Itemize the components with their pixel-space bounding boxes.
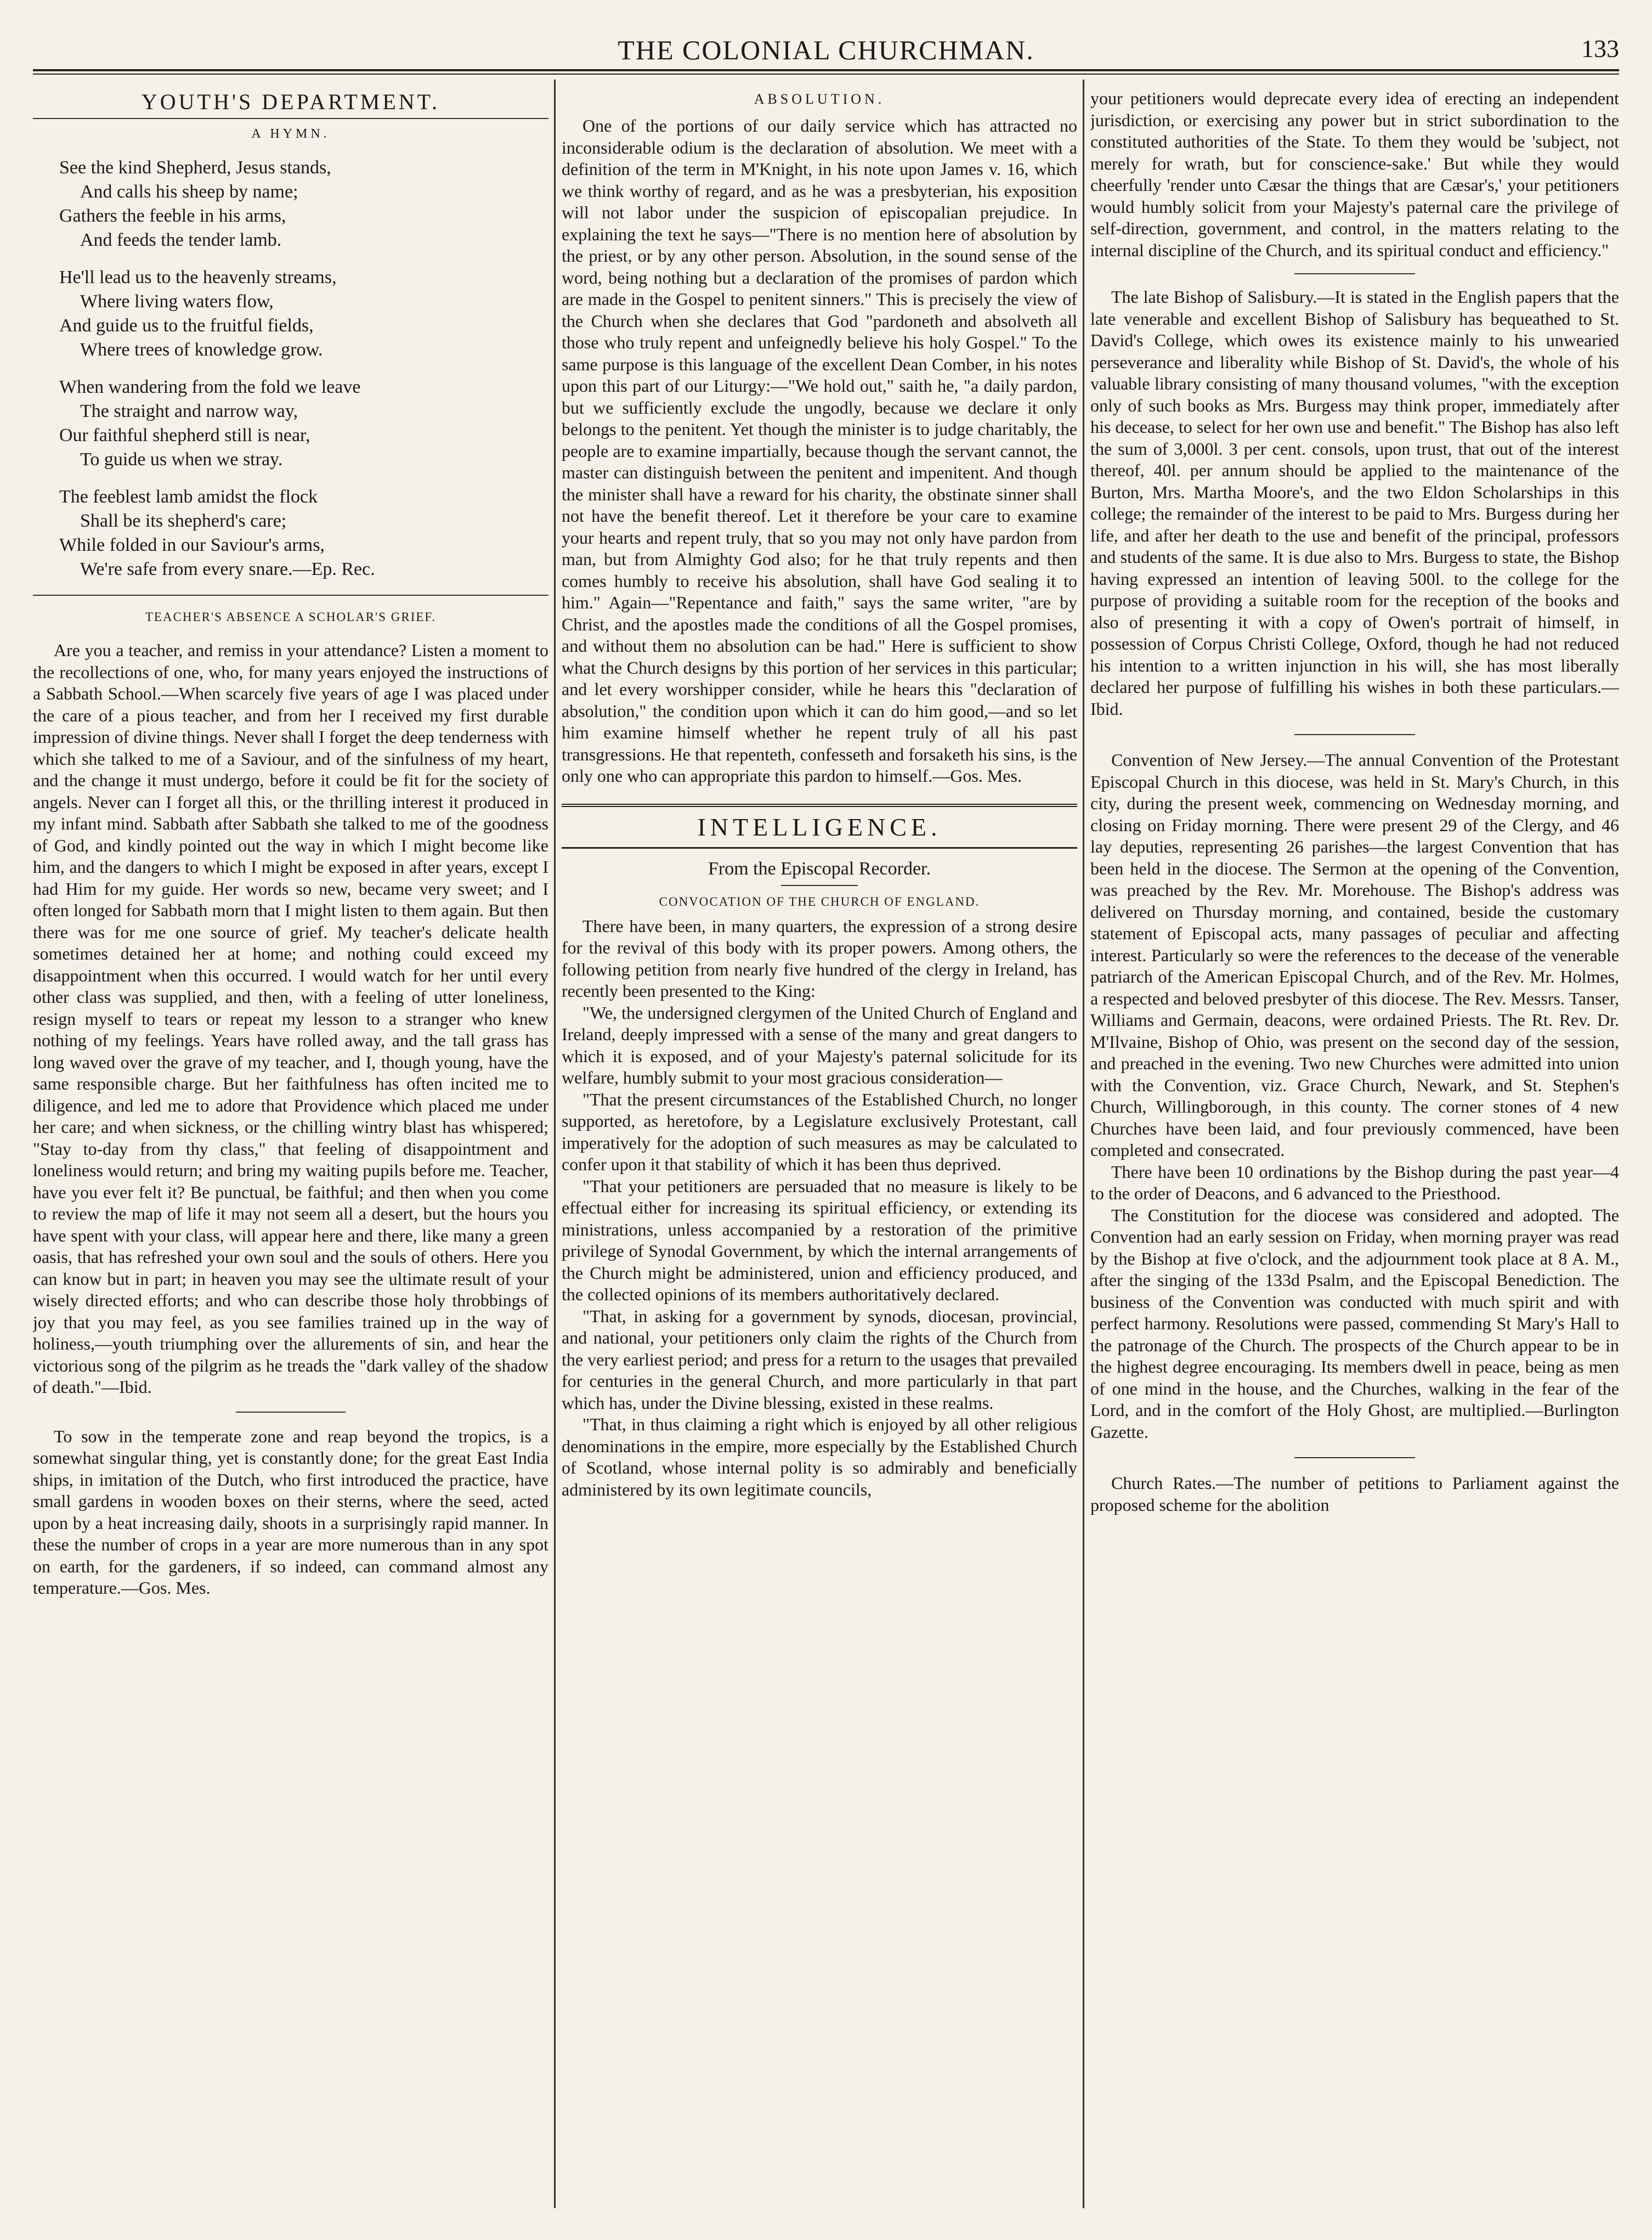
article-text-tropics: To sow in the temperate zone and reap beyond the tropics, is a somewhat singular thing, yet is constantly done; for the great East India ships, in imitation of the Dutch, who first introduced the practice, have small gardens in wooden boxes on their sterns, where the seed, acted upon by a heat increasing daily, shoots in a surprisingly rapid manner. In these the number of crops in a year are more numerous than in any spot on earth, for the gardeners, if so indeed, can command almost any temperature.—Gos. Mes. bbox=[33, 1426, 548, 1598]
section-heading-intelligence: INTELLIGENCE. bbox=[562, 804, 1077, 849]
article-heading-absolution: ABSOLUTION. bbox=[754, 91, 885, 107]
article-text-absolution: One of the portions of our daily service which has attracted no inconsiderable odium is the declaration of absolution. We meet with a definition of the term in M'Knight, in his note upon James v. 16, which we think worthy of regard, and as he was a presbyterian, his exposition will not labor under the suspicion of episcopalian prejudice. In explaining the text he says—"There is no mention here of absolution by the priest, or by any other person. Absolution, in the sound sense of the word, being nothing but a declaration of the promises of pardon which are made in the Gospel to penitent sinners." This is precisely the view of the Church when she declares that God "pardoneth and absolveth all those who truly repent and unfeignedly believe his holy Gospel." To the same purpose is this language of the excellent Dean Comber, in his notes upon this part of our Liturgy:—"We hold out," saith he, "a daily pardon, but we sufficiently exclude the ungodly, because we declare it only belongs to the penitent. Yet though the minister is to judge charitably, the people are to examine impartially, because though the servant cannot, the master can distinguish between the penitent and impenitent. And though the minister shall have a reward for his charity, the obstinate sinner shall not have the benefit thereof. Let it therefore be your care to examine your hearts and repent truly, that so you may not only have pardon from man, but from Almighty God also; for he that truly repents and then comes humbly to receive his absolution, shall have God sealing it to him." Again—"Repentance and faith," says the same writer, "are by Christ, and the apostles made the conditions of all the Gospel promises, and without them no absolution can be had." Here is sufficient to show what the Church designs by this portion of her services in this particular; and let every worshipper consider, while he hears this "declaration of absolution," the condition upon which it can do him good,—and so let him examine himself whether he repent truly of all his past transgressions. He that repenteth, confesseth and forsaketh his sins, is the only one who can appropriate this pardon to himself.—Gos. Mes. bbox=[562, 116, 1077, 786]
article-paragraph: There have been, in many quarters, the expression of a strong desire for the revival of this body with its proper powers. Among others, the following petition from nearly five hundred of the clergy in Ireland, has recently been presented to the King: bbox=[562, 916, 1077, 1001]
article-paragraph: "That, in asking for a government by synods, diocesan, provincial, and national, your petitioners only claim the rights of the Church from the very earliest period; and press for a return to the usages that prevailed for centuries in the general Church, and more particularly in that part which has, under the Divine blessing, existed in these realms. bbox=[562, 1306, 1077, 1413]
poem-line: And calls his sheep by name; bbox=[80, 182, 298, 202]
article-paragraph: "That, in thus claiming a right which is enjoyed by all other religious denominations in the empire, more especially by the Established Church of Scotland, whose internal polity is so admirably and beneficially administered by its own legitimate councils, bbox=[562, 1414, 1077, 1499]
stanza bbox=[59, 156, 548, 252]
poem-line: Gathers the feeble in his arms, bbox=[59, 206, 286, 226]
section-rule bbox=[33, 595, 548, 596]
column-divider-1 bbox=[554, 80, 556, 2208]
column-1 bbox=[33, 88, 548, 2216]
article-paragraph: "We, the undersigned clergymen of the United Church of England and Ireland, deeply impressed with a sense of the many and great dangers to which it is exposed, and of your Majesty's paternal solicitude for its welfare, humbly submit to your most gracious consideration— bbox=[562, 1002, 1077, 1087]
article-text-bishop-salisbury: The late Bishop of Salisbury.—It is stated in the English papers that the late venerable and excellent Bishop of Salisbury has bequeathed to St. David's College, which owes its existence mainly to his unwearied perseverance and liberality while Bishop of St. David's, the whole of his valuable library consisting of many thousand volumes, "with the exception only of such books as Mrs. Burgess may think proper, immediately after his decease, to select for her own use and benefit." The Bishop has also left the sum of 3,000l. 3 per cent. consols, upon trust, that out of the interest thereof, 40l. per annum should be applied to the maintenance of the Burton, Mrs. Martha Moore's, and the two Eldon Scholarships in this college; the remainder of the interest to be paid to Mrs. Burgess during her life, and after her death to the use and benefit of the principal, professors and students of the same. It is due also to Mrs. Burgess to state, the Bishop having expressed an intention of leaving 500l. to the college for the purpose of providing a suitable room for the reception of the books and also of presenting it with a copy of Owen's portrait of himself, in possession of Corpus Christi College, Oxford, though he had not reduced his intention to a written injunction in his will, she has most liberally declared her purpose of fulfilling his wishes in both these particulars.—Ibid. bbox=[1090, 287, 1619, 719]
article-rule bbox=[236, 1412, 346, 1413]
article-heading-convocation: CONVOCATION OF THE CHURCH OF ENGLAND. bbox=[659, 894, 980, 909]
section-rule bbox=[33, 118, 548, 119]
poem-line: Our faithful shepherd still is near, bbox=[59, 425, 310, 445]
poem-line: And feeds the tender lamb. bbox=[80, 230, 282, 250]
page-number: 133 bbox=[1581, 35, 1619, 63]
poem-line: The feeblest lamb amidst the flock bbox=[59, 487, 318, 507]
stanza bbox=[59, 485, 548, 582]
article-text-church-rates: Church Rates.—The number of petitions to Parliament against the proposed scheme for the abolition bbox=[1090, 1473, 1619, 1515]
poem-line: When wandering from the fold we leave bbox=[59, 377, 361, 397]
publication-title: THE COLONIAL CHURCHMAN. bbox=[618, 35, 1034, 65]
column-3 bbox=[1090, 88, 1619, 2216]
poem-line: We're safe from every snare.—Ep. Rec. bbox=[80, 559, 375, 579]
source-line: From the Episcopal Recorder. bbox=[708, 858, 931, 879]
article-paragraph: "That the present circumstances of the Established Church, no longer supported, as heretofore, by a Legislature exclusively Protestant, call imperatively for the adoption of such measures as may be calculated to confer upon it that stability of which it has been thus deprived. bbox=[562, 1089, 1077, 1174]
poem-line: While folded in our Saviour's arms, bbox=[59, 535, 325, 555]
poem-line: See the kind Shepherd, Jesus stands, bbox=[59, 157, 331, 178]
section-heading-youths-department: YOUTH'S DEPARTMENT. bbox=[141, 89, 440, 114]
masthead bbox=[33, 32, 1619, 65]
article-paragraph: There have been 10 ordinations by the Bishop during the past year—4 to the order of Deacons, and 6 advanced to the Priesthood. bbox=[1090, 1161, 1619, 1203]
article-text-teachers-absence: Are you a teacher, and remiss in your attendance? Listen a moment to the recollections of one, who, for many years enjoyed the instructions of a Sabbath School.—When scarcely five years of age I was placed under the care of a pious teacher, and from her I received my first durable impression of divine things. Never shall I forget the deep tenderness with which she talked to me of a Saviour, and of the sinfulness of my heart, and the change it must undergo, before it could be fit for the society of angels. Never can I forget all this, or the thrilling interest it produced in my infant mind. Sabbath after Sabbath she talked to me of the goodness of God, and kindly pointed out the way in which I might become like him, and the dangers to which I might be exposed in after years, except I had Him for my guide. Her words so new, became very sweet; and I often longed for Sabbath morn that I might listen to them again. But then there was for me one source of grief. My teacher's delicate health sometimes detained her at home; and nothing could exceed my disappointment when this occurred. I would watch for her until every other class was supplied, and then, with a feeling of utter loneliness, resign myself to tears or repeat my lesson to a stranger who knew nothing of my feelings. Years have rolled away, and the tall grass has long waved over the grave of my teacher, and I, though young, have the same responsible charge. But her faithfulness has often incited me to diligence, and led me to adore that Providence which placed me under her care; and when sickness, or the chilling wintry blast has whispered; "Stay to-day from thy class," that feeling of disappointment and loneliness would return; and bring my waiting pupils before me. Teacher, have you ever felt it? Be punctual, be faithful; and then when you come to review the map of life it may not seem all a desert, but the hours you have spent with your class, will appear here and there, like many a green oasis, that has refreshed your own soul and the souls of others. Here you can know but in part; in heaven you may see the ultimate result of your wisely directed efforts; and who can describe those holy throbbings of joy that you may feel, as you see families trained up in the way of holiness,—youth triumphing over the allurements of sin, and hear the victorious song of the pilgrim as he treads the "dark valley of the shadow of death."—Ibid. bbox=[33, 640, 548, 1397]
hymn-poem bbox=[59, 156, 548, 582]
stanza bbox=[59, 375, 548, 472]
article-paragraph: your petitioners would deprecate every idea of erecting an independent jurisdiction, or exercising any power but in strict subordination to the constituted authorities of the State. To them they would be 'subject, not merely for wrath, but for conscience-sake.' But while they would cheerfully 'render unto Cæsar the things that are Cæsar's,' your petitioners would humbly solicit from your Majesty's paternal care the privilege of self-direction, government, and control, in the matters relating to the internal discipline of the Church, and its spiritual conduct and efficiency." bbox=[1090, 88, 1619, 260]
column-2 bbox=[562, 88, 1077, 2216]
stanza bbox=[59, 266, 548, 362]
article-text-convention-new-jersey: Convention of New Jersey.—The annual Convention of the Protestant Episcopal Church in this diocese, was held in St. Mary's Church, in this city, during the present week, commencing on Wednesday morning, and closing on Friday morning. There were present 29 of the Clergy, and 46 lay deputies, representing 26 parishes—the largest Convention that has been held in the diocese. The Sermon at the opening of the Convention, was preached by the Rev. Mr. Morehouse. The Bishop's address was delivered on Thursday morning, and contained, beside the customary statement of Episcopal acts, many passages of peculiar and affecting interest. Particularly so were the references to the decease of the venerable patriarch of the American Episcopal Church, and of the Rev. Mr. Holmes, a respected and beloved presbyter of this diocese. The Rev. Messrs. Tanser, Williams and Germain, deacons, were ordained Priests. The Rt. Rev. Dr. M'Ilvaine, Bishop of Ohio, was present on the second day of the session, and preached in the evening. Two new Churches were admitted into union with the Convention, viz. Grace Church, Newark, and St. Stephen's Church, Willingborough, in this county. The corner stones of 4 new Churches have been laid, and four previously commenced, have been completed and consecrated. bbox=[1090, 750, 1619, 1160]
article-rule bbox=[1294, 734, 1415, 735]
masthead-rule bbox=[33, 69, 1619, 75]
article-rule bbox=[1294, 1457, 1415, 1458]
poem-line: He'll lead us to the heavenly streams, bbox=[59, 267, 337, 287]
poem-line: Where living waters flow, bbox=[80, 291, 274, 312]
poem-line: The straight and narrow way, bbox=[80, 401, 298, 421]
article-paragraph: The Constitution for the diocese was considered and adopted. The Convention had an early session on Friday, when morning prayer was read by the Bishop at five o'clock, and the adjournment took place at 8 A. M., after the singing of the 133d Psalm, and the Episcopal Benediction. The business of the Convention was conducted with much spirit and with perfect harmony. Resolutions were passed, commending St Mary's Hall to the patronage of the Church. The prospects of the Church appear to be in the highest degree encouraging. Its members dwell in peace, being as men of one mind in the house, and the Churches, walking in the fear of the Lord, and in the comfort of the Holy Ghost, are multiplied.—Burlington Gazette. bbox=[1090, 1205, 1619, 1442]
poem-line: Shall be its shepherd's care; bbox=[80, 511, 287, 531]
column-divider-2 bbox=[1083, 80, 1084, 2208]
hymn-title: A HYMN. bbox=[251, 127, 330, 141]
source-rule bbox=[781, 885, 858, 886]
article-rule bbox=[1294, 273, 1415, 274]
article-heading-teachers-absence: TEACHER'S ABSENCE A SCHOLAR'S GRIEF. bbox=[145, 610, 437, 624]
poem-line: And guide us to the fruitful fields, bbox=[59, 315, 314, 336]
article-paragraph: "That your petitioners are persuaded that no measure is likely to be effectual either for increasing its spiritual efficiency, or extending its ministrations, unless accompanied by a restoration of the primitive privilege of Synodal Government, by which the internal arrangements of the Church might be administered, union and efficiency produced, and the collected opinions of its members authoritatively declared. bbox=[562, 1176, 1077, 1304]
poem-line: Where trees of knowledge grow. bbox=[80, 340, 323, 360]
poem-line: To guide us when we stray. bbox=[80, 449, 283, 470]
